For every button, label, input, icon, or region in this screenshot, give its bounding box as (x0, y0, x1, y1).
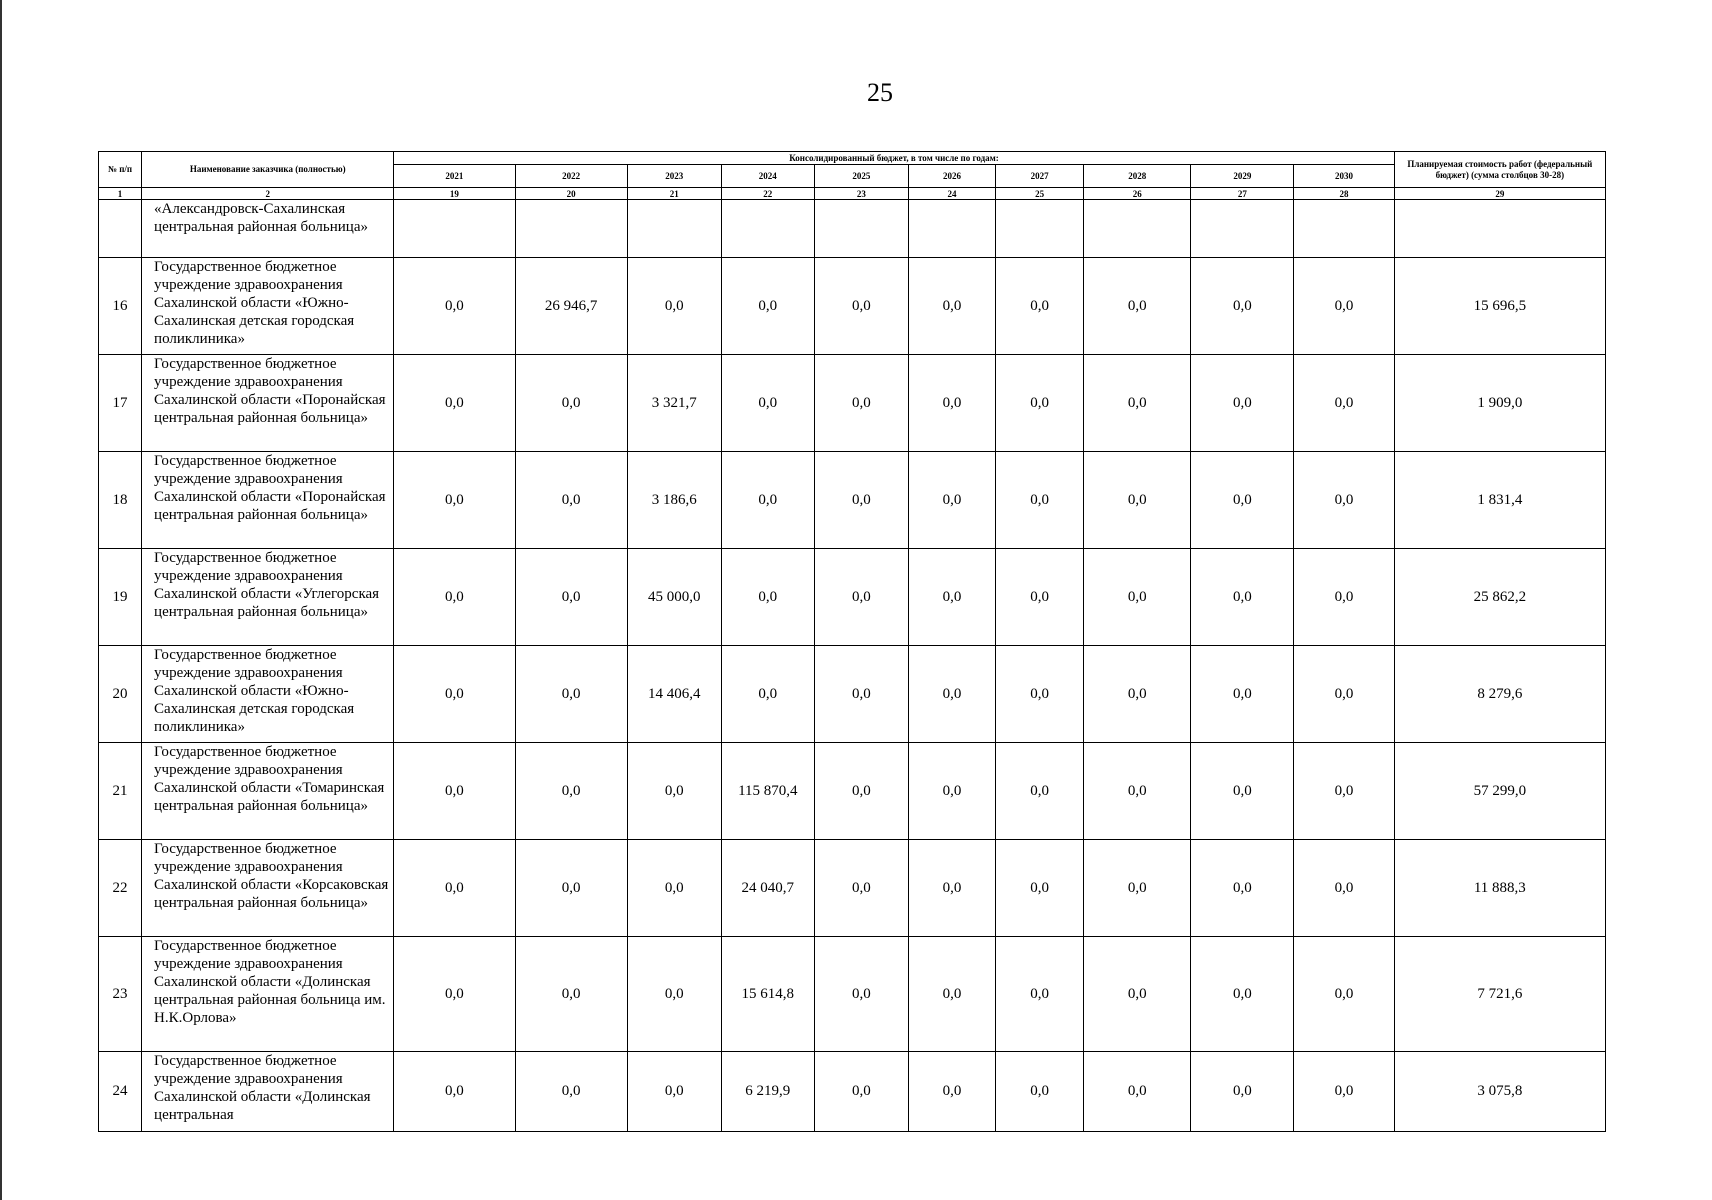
table-row (99, 840, 1606, 937)
year-value-2023: 0,0 (627, 743, 721, 840)
year-value-2025: 0,0 (814, 549, 908, 646)
year-value-2022: 0,0 (515, 937, 627, 1052)
customer-name: Государственное бюджетное учреждение здравоохранения Сахалинской области «Поронайская центральная районная больница» (142, 452, 394, 549)
year-value-2023: 3 186,6 (627, 452, 721, 549)
customer-name: Государственное бюджетное учреждение здравоохранения Сахалинской области «Долинская центральная районная больница им. Н.К.Орлова» (142, 937, 394, 1052)
year-value-2022: 0,0 (515, 549, 627, 646)
header-name: Наименование заказчика (полностью) (142, 152, 394, 188)
year-value-2029: 0,0 (1191, 355, 1294, 452)
table-row (99, 258, 1606, 355)
customer-name: Государственное бюджетное учреждение здравоохранения Сахалинской области «Долинская центральная (142, 1052, 394, 1132)
column-number: 29 (1394, 188, 1605, 200)
table-row (99, 355, 1606, 452)
year-value-2025: 0,0 (814, 743, 908, 840)
year-value-2024: 0,0 (721, 452, 814, 549)
year-value-2025 (814, 200, 908, 258)
year-value-2027: 0,0 (996, 258, 1084, 355)
year-value-2027: 0,0 (996, 840, 1084, 937)
year-value-2029: 0,0 (1191, 937, 1294, 1052)
year-value-2028: 0,0 (1084, 549, 1191, 646)
year-value-2030: 0,0 (1294, 258, 1394, 355)
planned-cost: 7 721,6 (1394, 937, 1605, 1052)
year-value-2021: 0,0 (394, 937, 515, 1052)
column-number: 19 (394, 188, 515, 200)
table-row (99, 200, 1606, 258)
column-number: 22 (721, 188, 814, 200)
row-number: 21 (99, 743, 142, 840)
year-value-2029: 0,0 (1191, 549, 1294, 646)
table-header (99, 152, 1606, 200)
year-value-2024: 0,0 (721, 355, 814, 452)
header-year-2023: 2023 (627, 165, 721, 188)
header-num: № п/п (99, 152, 142, 188)
column-number: 20 (515, 188, 627, 200)
column-number: 1 (99, 188, 142, 200)
year-value-2022 (515, 200, 627, 258)
year-value-2022: 0,0 (515, 743, 627, 840)
year-value-2023 (627, 200, 721, 258)
year-value-2028 (1084, 200, 1191, 258)
year-value-2030: 0,0 (1294, 452, 1394, 549)
column-number: 21 (627, 188, 721, 200)
header-budget: Консолидированный бюджет, в том числе по годам: (394, 152, 1394, 165)
header-year-2029: 2029 (1191, 165, 1294, 188)
year-value-2029: 0,0 (1191, 646, 1294, 743)
year-value-2029 (1191, 200, 1294, 258)
planned-cost: 15 696,5 (1394, 258, 1605, 355)
year-value-2026: 0,0 (908, 743, 995, 840)
year-value-2030: 0,0 (1294, 646, 1394, 743)
year-value-2029: 0,0 (1191, 258, 1294, 355)
row-number: 20 (99, 646, 142, 743)
year-value-2021: 0,0 (394, 452, 515, 549)
header-year-2022: 2022 (515, 165, 627, 188)
year-value-2021 (394, 200, 515, 258)
year-value-2023: 45 000,0 (627, 549, 721, 646)
year-value-2022: 0,0 (515, 840, 627, 937)
header-year-2030: 2030 (1294, 165, 1394, 188)
year-value-2029: 0,0 (1191, 840, 1294, 937)
row-number: 16 (99, 258, 142, 355)
customer-name: Государственное бюджетное учреждение здравоохранения Сахалинской области «Корсаковская центральная районная больница» (142, 840, 394, 937)
year-value-2021: 0,0 (394, 1052, 515, 1132)
page-number: 25 (867, 78, 893, 107)
header-year-2024: 2024 (721, 165, 814, 188)
year-value-2027: 0,0 (996, 549, 1084, 646)
year-value-2023: 0,0 (627, 937, 721, 1052)
year-value-2021: 0,0 (394, 549, 515, 646)
table-row (99, 743, 1606, 840)
year-value-2028: 0,0 (1084, 840, 1191, 937)
year-value-2025: 0,0 (814, 840, 908, 937)
row-number: 23 (99, 937, 142, 1052)
row-number: 22 (99, 840, 142, 937)
row-number: 18 (99, 452, 142, 549)
header-planned: Планируемая стоимость работ (федеральный бюджет) (сумма столбцов 30-28) (1394, 152, 1605, 188)
table-body (99, 200, 1606, 1132)
year-value-2022: 26 946,7 (515, 258, 627, 355)
budget-table (98, 151, 1606, 1132)
table-row (99, 937, 1606, 1052)
year-value-2030: 0,0 (1294, 355, 1394, 452)
year-value-2027: 0,0 (996, 646, 1084, 743)
year-value-2023: 0,0 (627, 840, 721, 937)
year-value-2023: 14 406,4 (627, 646, 721, 743)
year-value-2025: 0,0 (814, 355, 908, 452)
year-value-2026: 0,0 (908, 258, 995, 355)
year-value-2022: 0,0 (515, 1052, 627, 1132)
year-value-2022: 0,0 (515, 355, 627, 452)
column-number: 26 (1084, 188, 1191, 200)
year-value-2026: 0,0 (908, 937, 995, 1052)
table-row (99, 1052, 1606, 1132)
year-value-2024: 0,0 (721, 258, 814, 355)
header-year-2021: 2021 (394, 165, 515, 188)
year-value-2026 (908, 200, 995, 258)
row-number: 19 (99, 549, 142, 646)
year-value-2027: 0,0 (996, 743, 1084, 840)
column-number: 23 (814, 188, 908, 200)
column-number: 27 (1191, 188, 1294, 200)
year-value-2029: 0,0 (1191, 452, 1294, 549)
year-value-2022: 0,0 (515, 646, 627, 743)
customer-name: «Александровск-Сахалинская центральная районная больница» (142, 200, 394, 258)
year-value-2027 (996, 200, 1084, 258)
year-value-2026: 0,0 (908, 646, 995, 743)
year-value-2024: 15 614,8 (721, 937, 814, 1052)
year-value-2030 (1294, 200, 1394, 258)
year-value-2023: 0,0 (627, 258, 721, 355)
column-number: 25 (996, 188, 1084, 200)
header-year-2026: 2026 (908, 165, 995, 188)
customer-name: Государственное бюджетное учреждение здравоохранения Сахалинской области «Южно-Сахалинская детская городская поликлиника» (142, 258, 394, 355)
planned-cost: 1 909,0 (1394, 355, 1605, 452)
year-value-2028: 0,0 (1084, 355, 1191, 452)
year-value-2028: 0,0 (1084, 937, 1191, 1052)
year-value-2028: 0,0 (1084, 646, 1191, 743)
year-value-2026: 0,0 (908, 452, 995, 549)
year-value-2021: 0,0 (394, 258, 515, 355)
year-value-2027: 0,0 (996, 355, 1084, 452)
year-value-2025: 0,0 (814, 452, 908, 549)
year-value-2028: 0,0 (1084, 743, 1191, 840)
year-value-2028: 0,0 (1084, 452, 1191, 549)
year-value-2025: 0,0 (814, 646, 908, 743)
year-value-2030: 0,0 (1294, 840, 1394, 937)
table-row (99, 452, 1606, 549)
planned-cost: 57 299,0 (1394, 743, 1605, 840)
customer-name: Государственное бюджетное учреждение здравоохранения Сахалинской области «Томаринская центральная районная больница» (142, 743, 394, 840)
planned-cost: 11 888,3 (1394, 840, 1605, 937)
planned-cost (1394, 200, 1605, 258)
year-value-2029: 0,0 (1191, 1052, 1294, 1132)
year-value-2030: 0,0 (1294, 743, 1394, 840)
table-row (99, 549, 1606, 646)
year-value-2026: 0,0 (908, 355, 995, 452)
year-value-2024: 0,0 (721, 549, 814, 646)
year-value-2029: 0,0 (1191, 743, 1294, 840)
row-number: 24 (99, 1052, 142, 1132)
year-value-2023: 3 321,7 (627, 355, 721, 452)
planned-cost: 3 075,8 (1394, 1052, 1605, 1132)
customer-name: Государственное бюджетное учреждение здравоохранения Сахалинской области «Южно-Сахалинская детская городская поликлиника» (142, 646, 394, 743)
header-year-2027: 2027 (996, 165, 1084, 188)
planned-cost: 8 279,6 (1394, 646, 1605, 743)
header-year-2025: 2025 (814, 165, 908, 188)
year-value-2026: 0,0 (908, 840, 995, 937)
year-value-2028: 0,0 (1084, 258, 1191, 355)
column-number: 28 (1294, 188, 1394, 200)
year-value-2027: 0,0 (996, 937, 1084, 1052)
year-value-2021: 0,0 (394, 840, 515, 937)
header-colnums-row (99, 188, 1606, 200)
year-value-2030: 0,0 (1294, 937, 1394, 1052)
year-value-2024 (721, 200, 814, 258)
year-value-2027: 0,0 (996, 1052, 1084, 1132)
year-value-2023: 0,0 (627, 1052, 721, 1132)
planned-cost: 25 862,2 (1394, 549, 1605, 646)
planned-cost: 1 831,4 (1394, 452, 1605, 549)
column-number: 24 (908, 188, 995, 200)
row-number (99, 200, 142, 258)
year-value-2022: 0,0 (515, 452, 627, 549)
year-value-2024: 6 219,9 (721, 1052, 814, 1132)
year-value-2030: 0,0 (1294, 549, 1394, 646)
year-value-2028: 0,0 (1084, 1052, 1191, 1132)
year-value-2030: 0,0 (1294, 1052, 1394, 1132)
table-row (99, 646, 1606, 743)
column-number: 2 (142, 188, 394, 200)
year-value-2025: 0,0 (814, 937, 908, 1052)
year-value-2021: 0,0 (394, 646, 515, 743)
year-value-2021: 0,0 (394, 743, 515, 840)
year-value-2025: 0,0 (814, 258, 908, 355)
header-year-2028: 2028 (1084, 165, 1191, 188)
year-value-2024: 0,0 (721, 646, 814, 743)
year-value-2025: 0,0 (814, 1052, 908, 1132)
year-value-2026: 0,0 (908, 549, 995, 646)
row-number: 17 (99, 355, 142, 452)
year-value-2021: 0,0 (394, 355, 515, 452)
customer-name: Государственное бюджетное учреждение здравоохранения Сахалинской области «Углегорская центральная районная больница» (142, 549, 394, 646)
year-value-2024: 115 870,4 (721, 743, 814, 840)
year-value-2027: 0,0 (996, 452, 1084, 549)
scan-edge (0, 0, 2, 1200)
year-value-2024: 24 040,7 (721, 840, 814, 937)
customer-name: Государственное бюджетное учреждение здравоохранения Сахалинской области «Поронайская центральная районная больница» (142, 355, 394, 452)
year-value-2026: 0,0 (908, 1052, 995, 1132)
